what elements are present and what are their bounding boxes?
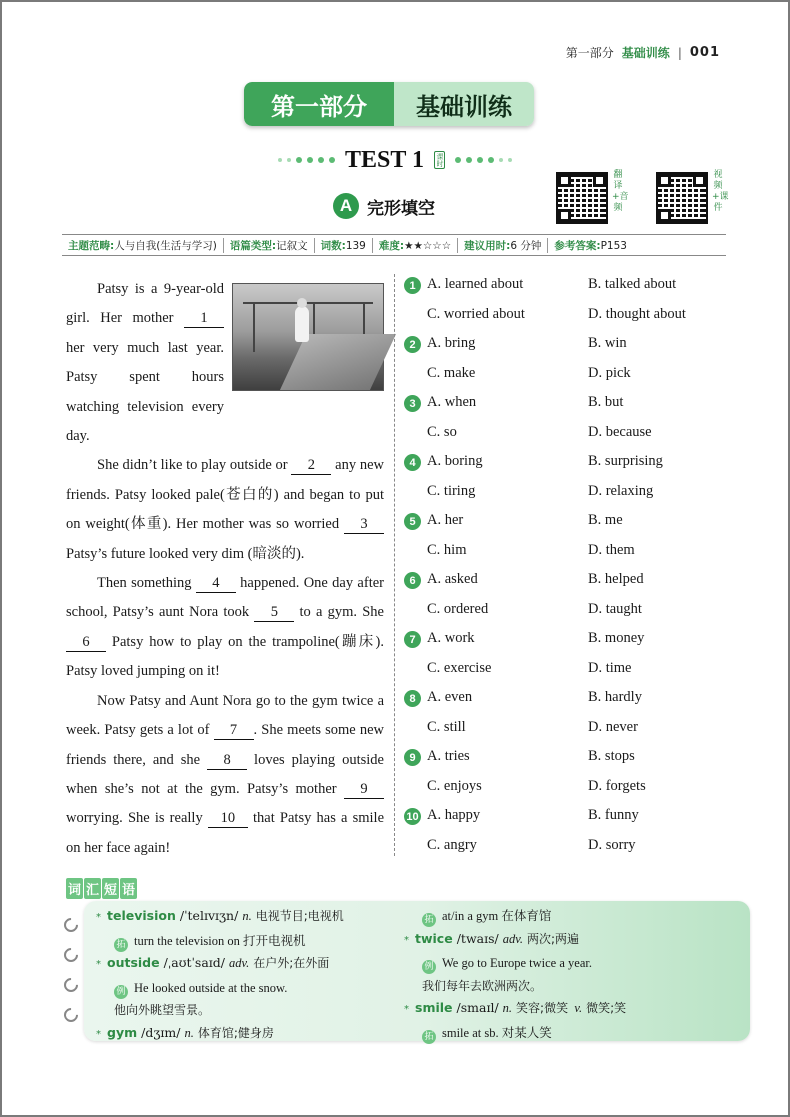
question-row [404, 772, 734, 802]
info-theme: 主题范畴:人与自我(生活与学习) [62, 238, 224, 253]
option-c[interactable]: C. exercise [427, 659, 492, 676]
running-head-separator: | [677, 45, 682, 60]
blank-10: 10 [208, 809, 248, 828]
section-title: 完形填空 [367, 198, 435, 219]
option-b[interactable]: B. hardly [588, 689, 642, 705]
blank-7: 7 [214, 721, 254, 740]
vocab-column-left [96, 905, 344, 1046]
paragraph-1: Patsy is a 9-year-old girl. Her mother 1 her very much last year. Patsy spent hours watching television every day. [66, 281, 224, 445]
running-head [566, 44, 720, 61]
question-row: 2 A. bring B. win [404, 329, 734, 359]
vocab-example: 例 We go to Europe twice a year. [404, 952, 626, 975]
qr-label-video: 视频+课件 [712, 170, 729, 213]
option-b[interactable]: B. but [588, 394, 624, 410]
option-d[interactable]: D. because [588, 423, 652, 440]
info-words: 词数:139 [315, 238, 373, 253]
option-a[interactable]: A. bring [427, 335, 476, 351]
option-a[interactable]: A. her [427, 512, 464, 528]
question-row [404, 536, 734, 566]
binder-rings-decoration [64, 918, 78, 1038]
paragraph-4: Now Patsy and Aunt Nora go to the gym twice a week. Patsy gets a lot of 7 . She meets some new friends there, and she 8 loves playing outside when she’s not at the gym. Patsy’s mother 9 worrying. She is really 10 that Patsy has a smile on her face again! [66, 692, 385, 856]
vocab-extension: 拓 turn the television on 打开电视机 [96, 930, 344, 953]
question-row [404, 418, 734, 448]
qr-code-translation-icon[interactable] [556, 172, 608, 224]
question-row: 9 A. tries B. stops [404, 742, 734, 772]
vocab-column-right [404, 905, 626, 1044]
question-row: 5 A. her B. me [404, 506, 734, 536]
option-d[interactable]: D. thought about [588, 305, 686, 322]
option-b[interactable]: B. money [588, 630, 645, 646]
info-type: 语篇类型:记叙文 [224, 238, 315, 253]
question-row [404, 595, 734, 625]
cloze-passage [66, 275, 384, 863]
vocab-example: 例 He looked outside at the snow. [96, 977, 344, 1000]
blank-2: 2 [291, 456, 331, 475]
info-difficulty: 难度:★★☆☆☆ [373, 238, 458, 253]
info-bar [62, 234, 726, 256]
option-b[interactable]: B. surprising [588, 453, 663, 469]
question-row: 3 A. when B. but [404, 388, 734, 418]
option-a[interactable]: A. happy [427, 807, 481, 823]
blank-4: 4 [196, 574, 236, 593]
option-a[interactable]: A. boring [427, 453, 483, 469]
section-heading [333, 193, 435, 219]
option-a[interactable]: A. even [427, 689, 473, 705]
vocab-heading: 词 汇 短 语 [66, 878, 137, 899]
page-number: 001 [689, 45, 720, 60]
option-a[interactable]: A. tries [427, 748, 470, 764]
vocab-example-translation: 我们每年去欧洲两次。 [422, 978, 543, 993]
question-row [404, 713, 734, 743]
option-c[interactable]: C. worried about [427, 305, 525, 322]
running-head-section: 基础训练 [621, 46, 670, 60]
option-d[interactable]: D. them [588, 541, 635, 558]
left-dots-decoration [278, 157, 335, 163]
option-d[interactable]: D. pick [588, 364, 631, 381]
vocab-entry-twice: * twice /twaɪs/ adv. 两次;两遍 [404, 930, 580, 946]
option-b[interactable]: B. funny [588, 807, 639, 823]
banner-section: 基础训练 [394, 82, 534, 126]
option-b[interactable]: B. talked about [588, 276, 677, 292]
option-c[interactable]: C. make [427, 364, 476, 381]
option-a[interactable]: A. when [427, 394, 477, 410]
vocab-entry-television: * television /ˈtelɪvɪʒn/ n. 电视节目;电视机 [96, 908, 344, 923]
question-row [404, 654, 734, 684]
part-banner [244, 82, 534, 126]
test-tag: 课时 [435, 153, 444, 167]
test-title: TEST 1 [345, 146, 424, 173]
option-d[interactable]: D. taught [588, 600, 642, 617]
vocab-entry-outside: * outside /ˌaʊtˈsaɪd/ adv. 在户外;在外面 [96, 955, 330, 970]
vocab-extension: 拓 at/in a gym 在体育馆 [404, 905, 626, 928]
section-badge: A [333, 193, 359, 219]
question-row [404, 359, 734, 389]
option-c[interactable]: C. enjoys [427, 777, 482, 794]
blank-8: 8 [207, 751, 247, 770]
vocab-entry-gym: * gym /dʒɪm/ n. 体育馆;健身房 [96, 1024, 274, 1040]
option-a[interactable]: A. learned about [427, 276, 524, 292]
qr-code-video-icon[interactable] [656, 172, 708, 224]
question-row: 7 A. work B. money [404, 624, 734, 654]
option-c[interactable]: C. tiring [427, 482, 476, 499]
vocab-extension: 拓 smile at sb. 对某人笑 [404, 1022, 626, 1045]
option-b[interactable]: B. win [588, 335, 627, 351]
question-row: 4 A. boring B. surprising [404, 447, 734, 477]
blank-1: 1 [184, 309, 224, 328]
info-time: 建议用时:6 分钟 [458, 238, 548, 253]
option-c[interactable]: C. angry [427, 836, 477, 853]
option-d[interactable]: D. forgets [588, 777, 646, 794]
option-c[interactable]: C. him [427, 541, 467, 558]
option-d[interactable]: D. sorry [588, 836, 636, 853]
option-c[interactable]: C. so [427, 423, 457, 440]
option-d[interactable]: D. relaxing [588, 482, 654, 499]
option-b[interactable]: B. helped [588, 571, 644, 587]
qr-label-translation: 翻译+音频 [612, 170, 629, 213]
trampoline-photo [232, 283, 384, 391]
blank-9: 9 [344, 780, 384, 799]
option-d[interactable]: D. never [588, 718, 638, 735]
vocab-example-translation: 他向外眺望雪景。 [114, 1003, 211, 1017]
option-c[interactable]: C. still [427, 718, 466, 735]
right-dots-decoration [455, 157, 512, 163]
banner-part: 第一部分 [244, 82, 394, 126]
blank-3: 3 [344, 515, 384, 534]
paragraph-2: She didn’t like to play outside or 2 any new friends. Patsy looked pale(苍白的) and began to put on weight(体重). Her mother was so worried 3 Patsy’s future looked very dim (暗淡的). [66, 457, 385, 562]
blank-6: 6 [66, 633, 106, 652]
option-d[interactable]: D. time [588, 659, 632, 676]
option-c[interactable]: C. ordered [427, 600, 489, 617]
column-divider [394, 274, 395, 856]
test-title-row [250, 140, 540, 180]
question-row: 8 A. even B. hardly [404, 683, 734, 713]
running-head-part: 第一部分 [565, 46, 614, 60]
paragraph-3: Then something 4 happened. One day after school, Patsy’s aunt Nora took 5 to a gym. She 6 Patsy how to play on the trampoline(蹦床). Patsy loved jumping on it! [66, 575, 384, 680]
option-a[interactable]: A. asked [427, 571, 478, 587]
question-row [404, 300, 734, 330]
question-row: 10 A. happy B. funny [404, 801, 734, 831]
question-row [404, 831, 734, 861]
option-b[interactable]: B. stops [588, 748, 635, 764]
info-answer: 参考答案:P153 [554, 239, 627, 252]
question-row [404, 477, 734, 507]
vocab-entry-smile: * smile /smaɪl/ n. 笑容;微笑 v. 微笑;笑 [404, 1000, 627, 1015]
option-b[interactable]: B. me [588, 512, 623, 528]
option-a[interactable]: A. work [427, 630, 475, 646]
answer-options [404, 270, 734, 860]
blank-5: 5 [254, 603, 294, 622]
question-row: 1 A. learned about B. talked about [404, 270, 734, 300]
question-row: 6 A. asked B. helped [404, 565, 734, 595]
